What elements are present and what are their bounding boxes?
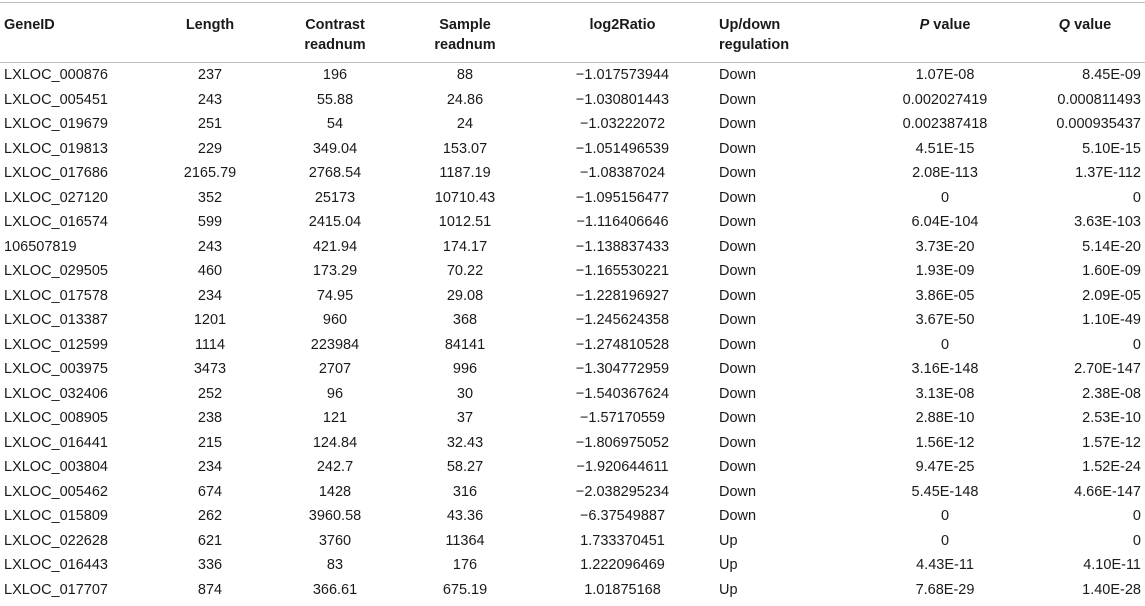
cell-geneid: LXLOC_012599	[4, 336, 108, 353]
cell-contrast-readnum: 55.88	[316, 91, 354, 108]
cell-q-value: 1.52E-24	[1082, 459, 1141, 475]
cell-q-value: 0.000811493	[1057, 91, 1141, 108]
cell-p-value: 0	[940, 532, 950, 549]
cell-geneid: LXLOC_015809	[4, 508, 108, 524]
cell-contrast-readnum: 124.84	[312, 434, 358, 451]
cell-length: 238	[197, 410, 223, 426]
cell-contrast-readnum: 349.04	[312, 140, 358, 157]
cell-contrast-readnum: 74.95	[316, 287, 354, 304]
cell-length: 243	[197, 91, 223, 108]
cell-log2ratio: −1.245624358	[575, 312, 670, 328]
cell-p-value: 3.86E-05	[915, 287, 975, 304]
cell-regulation: Down	[719, 165, 757, 181]
cell-length: 874	[197, 581, 223, 598]
cell-sample-readnum: 24	[456, 116, 474, 132]
cell-q-value: 1.57E-12	[1082, 434, 1141, 451]
cell-log2ratio: −1.165530221	[575, 263, 670, 279]
cell-geneid: LXLOC_005462	[4, 483, 108, 500]
gene-expression-table	[0, 2, 1145, 602]
header-length: Length	[150, 3, 270, 63]
cell-contrast-readnum: 83	[326, 557, 344, 573]
header-updown-regulation: Up/down regulation	[715, 3, 865, 63]
cell-log2ratio: −1.017573944	[575, 67, 670, 83]
cell-log2ratio: 1.222096469	[580, 557, 665, 573]
cell-q-value: 1.40E-28	[1082, 581, 1141, 598]
header-row	[0, 3, 1145, 63]
cell-length: 243	[197, 238, 223, 255]
table-header	[0, 3, 1145, 63]
cell-log2ratio: −1.806975052	[575, 434, 670, 451]
header-contrast-readnum: Contrast readnum	[270, 3, 400, 63]
cell-regulation: Down	[719, 91, 757, 108]
cell-p-value: 3.13E-08	[915, 385, 975, 402]
cell-length: 599	[197, 214, 223, 230]
cell-sample-readnum: 58.27	[446, 459, 484, 475]
table-row	[0, 529, 1145, 554]
cell-p-value: 9.47E-25	[915, 459, 975, 475]
cell-sample-readnum: 10710.43	[434, 189, 496, 206]
cell-contrast-readnum: 2707	[318, 361, 352, 377]
table-row	[0, 284, 1145, 309]
cell-contrast-readnum: 242.7	[316, 459, 354, 475]
cell-length: 229	[197, 140, 223, 157]
cell-geneid: LXLOC_027120	[4, 189, 108, 206]
table-row	[0, 455, 1145, 480]
cell-regulation: Down	[719, 361, 757, 377]
cell-log2ratio: 1.01875168	[584, 581, 661, 598]
cell-length: 2165.79	[183, 165, 237, 181]
table-row	[0, 63, 1145, 88]
table-row	[0, 161, 1145, 186]
cell-regulation: Down	[719, 140, 757, 157]
cell-geneid: LXLOC_013387	[4, 312, 108, 328]
cell-geneid: LXLOC_000876	[4, 67, 108, 83]
cell-p-value: 1.07E-08	[915, 67, 975, 83]
cell-geneid: LXLOC_005451	[4, 91, 108, 108]
cell-length: 252	[197, 385, 223, 402]
cell-q-value: 0	[1132, 336, 1141, 353]
cell-p-value: 0	[940, 189, 950, 206]
cell-sample-readnum: 32.43	[446, 434, 484, 451]
cell-sample-readnum: 174.17	[442, 238, 488, 255]
cell-q-value: 3.63E-103	[1074, 214, 1141, 230]
cell-q-value: 2.09E-05	[1082, 287, 1141, 304]
cell-contrast-readnum: 96	[326, 385, 344, 402]
cell-log2ratio: −2.038295234	[575, 483, 670, 500]
cell-regulation: Down	[719, 410, 757, 426]
header-log2ratio: log2Ratio	[530, 3, 715, 63]
cell-sample-readnum: 11364	[445, 532, 485, 549]
cell-length: 460	[197, 263, 223, 279]
cell-regulation: Down	[719, 508, 757, 524]
cell-regulation: Down	[719, 189, 757, 206]
cell-log2ratio: −1.095156477	[575, 189, 670, 206]
cell-q-value: 4.10E-11	[1083, 557, 1141, 573]
cell-regulation: Down	[719, 116, 757, 132]
cell-regulation: Down	[719, 385, 757, 402]
cell-contrast-readnum: 3760	[318, 532, 352, 549]
cell-q-value: 0.000935437	[1056, 116, 1141, 132]
cell-log2ratio: −1.08387024	[579, 165, 666, 181]
cell-contrast-readnum: 2768.54	[308, 165, 362, 181]
cell-length: 1114	[194, 336, 226, 353]
header-p-value: P value	[865, 3, 1025, 63]
cell-log2ratio: −1.03222072	[579, 116, 666, 132]
cell-p-value: 3.73E-20	[915, 238, 975, 255]
cell-geneid: LXLOC_032406	[4, 385, 108, 402]
table-row	[0, 333, 1145, 358]
cell-regulation: Down	[719, 336, 757, 353]
cell-contrast-readnum: 196	[322, 67, 348, 83]
table-row	[0, 259, 1145, 284]
cell-geneid: LXLOC_017686	[4, 165, 108, 181]
cell-length: 234	[197, 459, 223, 475]
cell-log2ratio: −6.37549887	[579, 508, 666, 524]
cell-sample-readnum: 29.08	[446, 287, 484, 304]
cell-sample-readnum: 153.07	[442, 140, 488, 157]
cell-q-value: 1.37E-112	[1075, 165, 1141, 181]
cell-regulation: Down	[719, 434, 757, 451]
cell-log2ratio: 1.733370451	[580, 532, 665, 549]
table-row	[0, 186, 1145, 211]
cell-sample-readnum: 675.19	[442, 581, 488, 598]
cell-p-value: 4.43E-11	[916, 557, 974, 573]
cell-contrast-readnum: 3960.58	[308, 508, 362, 524]
cell-regulation: Down	[719, 287, 757, 304]
cell-length: 674	[197, 483, 223, 500]
table-row	[0, 406, 1145, 431]
header-q-value: Q value	[1025, 3, 1145, 63]
cell-p-value: 0.002027419	[902, 91, 988, 108]
cell-length: 1201	[193, 312, 227, 328]
cell-contrast-readnum: 1428	[318, 483, 352, 500]
cell-regulation: Down	[719, 263, 757, 279]
cell-q-value: 2.70E-147	[1074, 361, 1141, 377]
cell-regulation: Down	[719, 67, 757, 83]
cell-log2ratio: −1.920644611	[576, 459, 669, 475]
cell-length: 3473	[193, 361, 227, 377]
cell-geneid: LXLOC_008905	[4, 410, 108, 426]
table-row	[0, 578, 1145, 603]
table-row	[0, 431, 1145, 456]
cell-geneid: LXLOC_017578	[4, 287, 108, 304]
cell-contrast-readnum: 121	[322, 410, 348, 426]
cell-geneid: LXLOC_017707	[4, 581, 108, 598]
cell-p-value: 0	[940, 336, 950, 353]
cell-p-value: 7.68E-29	[915, 581, 975, 598]
cell-sample-readnum: 176	[452, 557, 478, 573]
cell-length: 215	[197, 434, 223, 451]
cell-log2ratio: −1.138837433	[575, 238, 670, 255]
cell-length: 237	[197, 67, 223, 83]
cell-contrast-readnum: 366.61	[312, 581, 358, 598]
cell-regulation: Up	[719, 557, 738, 573]
cell-length: 251	[197, 116, 223, 132]
cell-geneid: LXLOC_016443	[4, 557, 108, 573]
cell-sample-readnum: 37	[456, 410, 474, 426]
cell-regulation: Down	[719, 483, 757, 500]
cell-q-value: 5.14E-20	[1082, 238, 1141, 255]
cell-contrast-readnum: 421.94	[312, 238, 358, 255]
cell-sample-readnum: 43.36	[446, 508, 484, 524]
table-row	[0, 480, 1145, 505]
cell-p-value: 5.45E-148	[911, 483, 979, 500]
table-row	[0, 235, 1145, 260]
cell-q-value: 4.66E-147	[1074, 483, 1141, 500]
cell-p-value: 6.04E-104	[911, 214, 979, 230]
cell-length: 621	[197, 532, 223, 549]
cell-q-value: 1.60E-09	[1082, 263, 1141, 279]
table-row	[0, 210, 1145, 235]
cell-q-value: 2.38E-08	[1082, 385, 1141, 402]
cell-length: 352	[197, 189, 223, 206]
cell-sample-readnum: 1012.51	[438, 214, 492, 230]
cell-log2ratio: −1.051496539	[575, 140, 670, 157]
cell-geneid: LXLOC_003804	[4, 459, 108, 475]
table-row	[0, 88, 1145, 113]
cell-geneid: LXLOC_019813	[4, 140, 108, 157]
cell-geneid: LXLOC_029505	[4, 263, 108, 279]
cell-geneid: LXLOC_022628	[4, 532, 108, 549]
cell-sample-readnum: 996	[452, 361, 478, 377]
table-row	[0, 553, 1145, 578]
cell-q-value: 0	[1132, 508, 1141, 524]
cell-sample-readnum: 1187.19	[439, 165, 491, 181]
cell-log2ratio: −1.304772959	[575, 361, 670, 377]
table-row	[0, 504, 1145, 529]
cell-regulation: Down	[719, 214, 757, 230]
cell-geneid: LXLOC_016441	[4, 434, 108, 451]
cell-geneid: LXLOC_003975	[4, 361, 108, 377]
cell-contrast-readnum: 25173	[314, 189, 356, 206]
table-row	[0, 137, 1145, 162]
cell-contrast-readnum: 2415.04	[308, 214, 362, 230]
cell-contrast-readnum: 173.29	[312, 263, 358, 279]
cell-q-value: 0	[1132, 532, 1141, 549]
table-row	[0, 308, 1145, 333]
cell-q-value: 1.10E-49	[1082, 312, 1141, 328]
cell-log2ratio: −1.030801443	[575, 91, 670, 108]
cell-sample-readnum: 24.86	[446, 91, 484, 108]
table-body	[0, 63, 1145, 603]
cell-log2ratio: −1.57170559	[579, 410, 666, 426]
cell-geneid: 106507819	[4, 238, 77, 255]
cell-length: 262	[197, 508, 223, 524]
cell-p-value: 4.51E-15	[915, 140, 975, 157]
cell-log2ratio: −1.540367624	[575, 385, 670, 402]
cell-log2ratio: −1.116406646	[576, 214, 669, 230]
cell-geneid: LXLOC_019679	[4, 116, 108, 132]
header-sample-readnum: Sample readnum	[400, 3, 530, 63]
cell-sample-readnum: 88	[456, 67, 474, 83]
cell-regulation: Up	[719, 532, 738, 549]
cell-q-value: 2.53E-10	[1082, 410, 1141, 426]
cell-p-value: 0	[940, 508, 950, 524]
cell-contrast-readnum: 54	[326, 116, 344, 132]
cell-regulation: Down	[719, 238, 757, 255]
cell-regulation: Down	[719, 312, 757, 328]
cell-length: 234	[197, 287, 223, 304]
cell-q-value: 5.10E-15	[1082, 140, 1141, 157]
cell-p-value: 1.56E-12	[915, 434, 975, 451]
cell-log2ratio: −1.228196927	[575, 287, 670, 304]
cell-sample-readnum: 84141	[444, 336, 486, 353]
cell-p-value: 0.002387418	[902, 116, 988, 132]
cell-regulation: Up	[719, 581, 738, 598]
cell-sample-readnum: 368	[452, 312, 478, 328]
cell-sample-readnum: 30	[456, 385, 474, 402]
cell-p-value: 3.67E-50	[915, 312, 975, 328]
table-row	[0, 382, 1145, 407]
cell-q-value: 8.45E-09	[1082, 67, 1141, 83]
cell-log2ratio: −1.274810528	[575, 336, 670, 353]
cell-sample-readnum: 70.22	[446, 263, 484, 279]
header-geneid: GeneID	[0, 3, 150, 63]
table-row	[0, 112, 1145, 137]
cell-contrast-readnum: 223984	[310, 336, 360, 353]
cell-regulation: Down	[719, 459, 757, 475]
cell-geneid: LXLOC_016574	[4, 214, 108, 230]
cell-contrast-readnum: 960	[322, 312, 348, 328]
cell-sample-readnum: 316	[452, 483, 478, 500]
cell-p-value: 2.08E-113	[912, 165, 978, 181]
cell-q-value: 0	[1132, 189, 1141, 206]
cell-p-value: 2.88E-10	[915, 410, 975, 426]
cell-p-value: 3.16E-148	[911, 361, 979, 377]
cell-p-value: 1.93E-09	[915, 263, 975, 279]
table-row	[0, 357, 1145, 382]
cell-length: 336	[197, 557, 223, 573]
